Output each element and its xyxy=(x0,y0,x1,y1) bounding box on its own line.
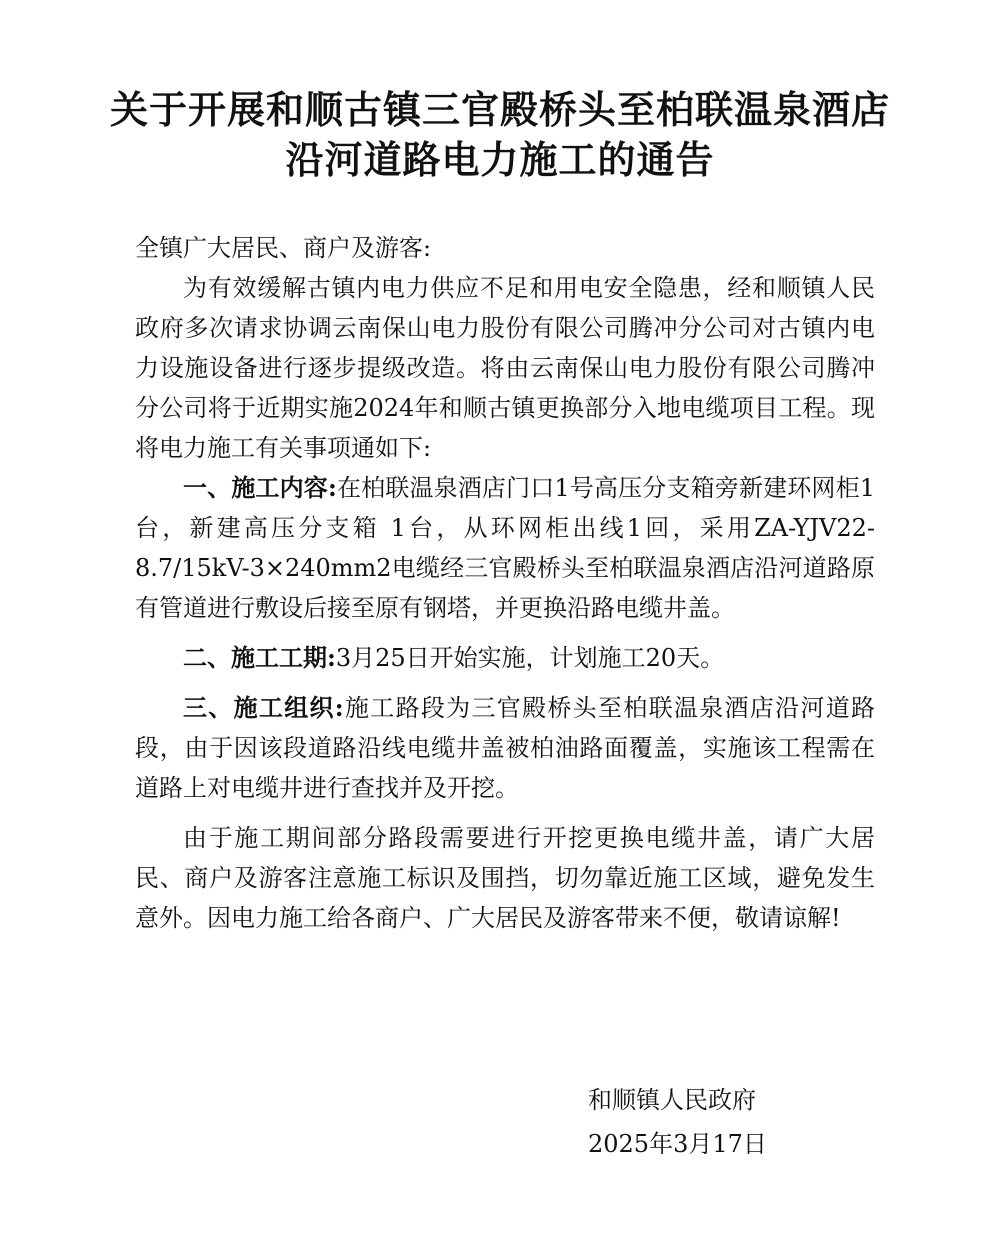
item-1-text: 在柏联温泉酒店门口1号高压分支箱旁新建环网柜1台，新建高压分支箱 1台，从环网柜出线1回，采用ZA-YJV22-8.7/15kV-3×240mm2电缆经三官殿桥头至柏联温泉酒店沿河道路原有管道进行敷设后接至原有钢塔，并更换沿路电缆井盖。 xyxy=(135,474,875,622)
item-2-label: 二、施工工期: xyxy=(183,643,336,672)
closing-paragraph: 由于施工期间部分路段需要进行开挖更换电缆井盖，请广大居民、商户及游客注意施工标识及围挡，切勿靠近施工区域，避免发生意外。因电力施工给各商户、广大居民及游客带来不便，敬请谅解! xyxy=(135,824,875,932)
notice-title-line-2: 沿河道路电力施工的通告 xyxy=(285,137,715,182)
item-2-text: 3月25日开始实施，计划施工20天。 xyxy=(335,644,725,672)
item-construction-period xyxy=(135,638,875,678)
item-3-label: 三、施工组织: xyxy=(183,693,344,722)
item-construction-content xyxy=(135,468,875,628)
item-3-text: 施工路段为三官殿桥头至柏联温泉酒店沿河道路段，由于因该段道路沿线电缆井盖被柏油路面覆盖，实施该工程需在道路上对电缆井进行查找并及开挖。 xyxy=(135,694,876,802)
item-1-label: 一、施工内容: xyxy=(183,473,337,502)
signature-organization: 和顺镇人民政府 xyxy=(588,1086,756,1114)
notice-body xyxy=(135,228,875,938)
greeting: 全镇广大居民、商户及游客: xyxy=(135,234,432,262)
signature-date: 2025年3月17日 xyxy=(588,1130,767,1158)
item-construction-organization xyxy=(135,688,875,808)
intro-paragraph: 为有效缓解古镇内电力供应不足和用电安全隐患，经和顺镇人民政府多次请求协调云南保山电力股份有限公司腾冲分公司对古镇内电力设施设备进行逐步提级改造。将由云南保山电力股份有限公司腾冲分公司将于近期实施2024年和顺古镇更换部分入地电缆项目工程。现将电力施工有关事项通如下: xyxy=(135,274,875,462)
notice-title-line-1: 关于开展和顺古镇三官殿桥头至柏联温泉酒店 xyxy=(109,87,890,132)
